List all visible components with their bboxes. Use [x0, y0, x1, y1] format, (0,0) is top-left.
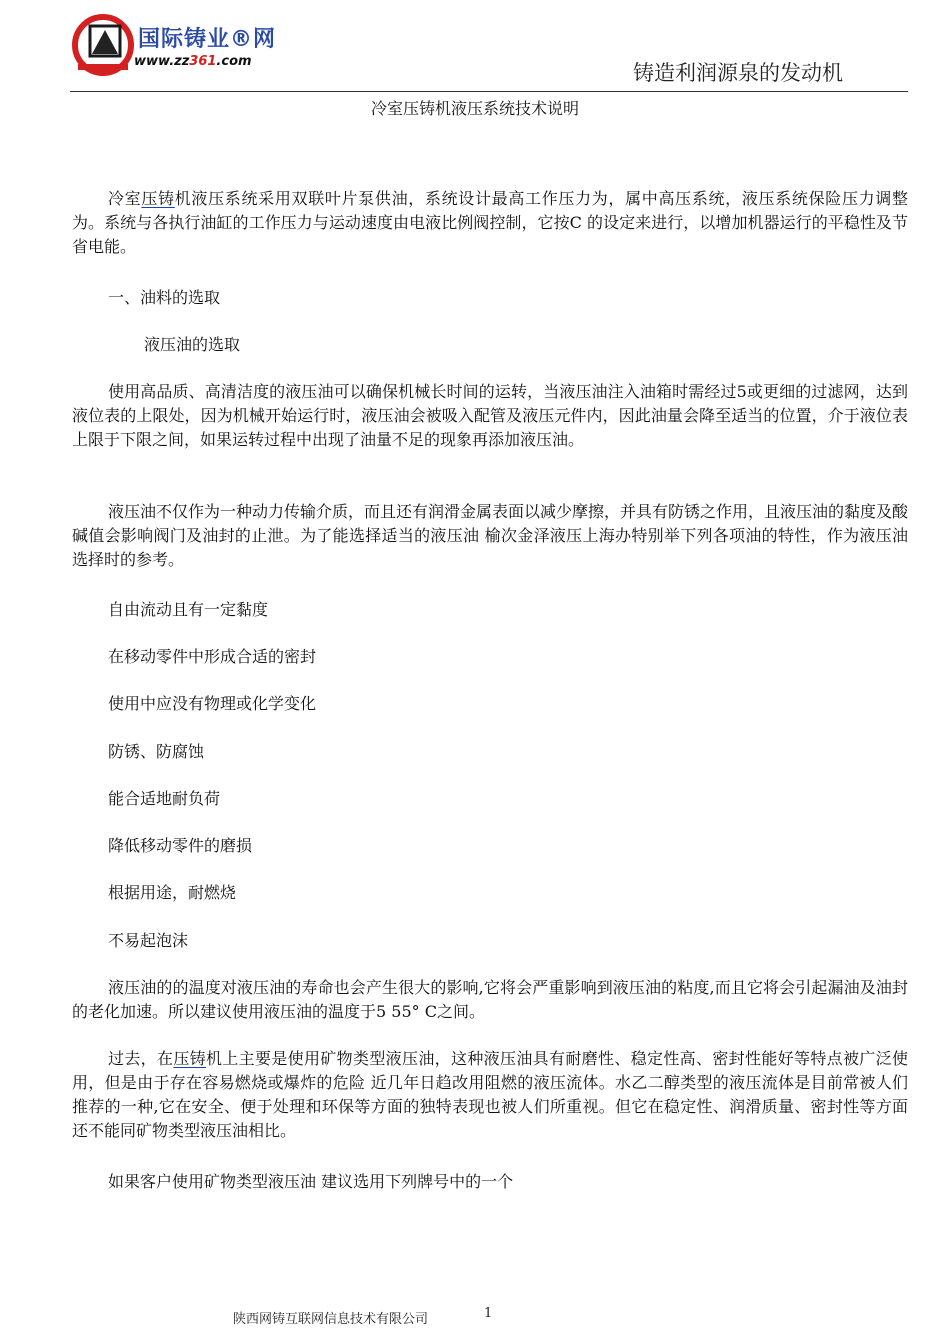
logo-url: www.zz361.com [134, 54, 252, 69]
die-casting-link-2[interactable]: 压铸 [173, 1049, 207, 1068]
section-heading-1-1: 液压油的选取 [144, 335, 241, 354]
page-number: 1 [484, 1306, 493, 1321]
paragraph-brand: 如果客户使用矿物类型液压油 建议选用下列牌号中的一个 [108, 1172, 514, 1191]
feature-item: 不易起泡沫 [108, 931, 189, 950]
paragraph-temperature: 液压油的的温度对液压油的寿命也会产生很大的影响,它将会严重影响到液压油的粘度,而且它将会引起漏油及油封的老化加速。所以建议使用液压油的温度于5 55° C之间。 [72, 978, 908, 1021]
feature-item: 自由流动且有一定黏度 [108, 600, 269, 619]
section-heading-1: 一、油料的选取 [108, 288, 221, 307]
feature-item: 在移动零件中形成合适的密封 [108, 647, 317, 666]
feature-item: 降低移动零件的磨损 [108, 836, 253, 855]
paragraph-history: 过去，在压铸机上主要是使用矿物类型液压油，这种液压油具有耐磨性、稳定性高、密封性能好等特点被广泛使用，但是由于存在容易燃烧或爆炸的危险 近几年日趋改用阻燃的液压流体。水乙二醇类型的液压流体是目前常被人们推荐的一种,它在安全、便于处理和环保等方面的独特表现也被人们所重视。但它在稳定性、润滑质量、密封性等方面还不能同矿物类型液压油相比。 [72, 1049, 908, 1140]
feature-item: 能合适地耐负荷 [108, 789, 221, 808]
feature-item: 使用中应没有物理或化学变化 [108, 694, 317, 713]
intro-paragraph: 冷室压铸机液压系统采用双联叶片泵供油，系统设计最高工作压力为，属中高压系统，液压系统保险压力调整为。系统与各执行油缸的工作压力与运动速度由电液比例阀控制，它按C 的设定来进行，以增加机器运行的平稳性及节省电能。 [72, 189, 908, 256]
footer-company: 陕西网铸互联网信息技术有限公司 [233, 1312, 429, 1327]
page-header [0, 0, 950, 100]
paragraph-cleanliness: 使用高品质、高清洁度的液压油可以确保机械长时间的运转，当液压油注入油箱时需经过5或更细的过滤网，达到液位表的上限处，因为机械开始运行时，液压油会被吸入配管及液压元件内，因此油量会降至适当的位置，介于液位表上限于下限之间，如果运转过程中出现了油量不足的现象再添加液压油。 [72, 382, 908, 449]
logo-text: 国际铸业®网 [138, 27, 277, 52]
die-casting-link[interactable]: 压铸 [141, 189, 175, 208]
logo-emblem-icon [72, 14, 134, 76]
feature-item: 防锈、防腐蚀 [108, 742, 205, 761]
feature-item: 根据用途，耐燃烧 [108, 883, 237, 902]
header-slogan: 铸造利润源泉的发动机 [633, 61, 843, 85]
header-divider [70, 91, 908, 92]
site-logo[interactable] [72, 14, 292, 86]
paragraph-oil-role: 液压油不仅作为一种动力传输介质，而且还有润滑金属表面以减少摩擦，并具有防锈之作用，且液压油的黏度及酸碱值会影响阀门及油封的止泄。为了能选择适当的液压油 榆次金泽液压上海办特别举下列各项油的特性，作为液压油选择时的参考。 [72, 502, 909, 569]
document-title: 冷室压铸机液压系统技术说明 [370, 99, 579, 118]
